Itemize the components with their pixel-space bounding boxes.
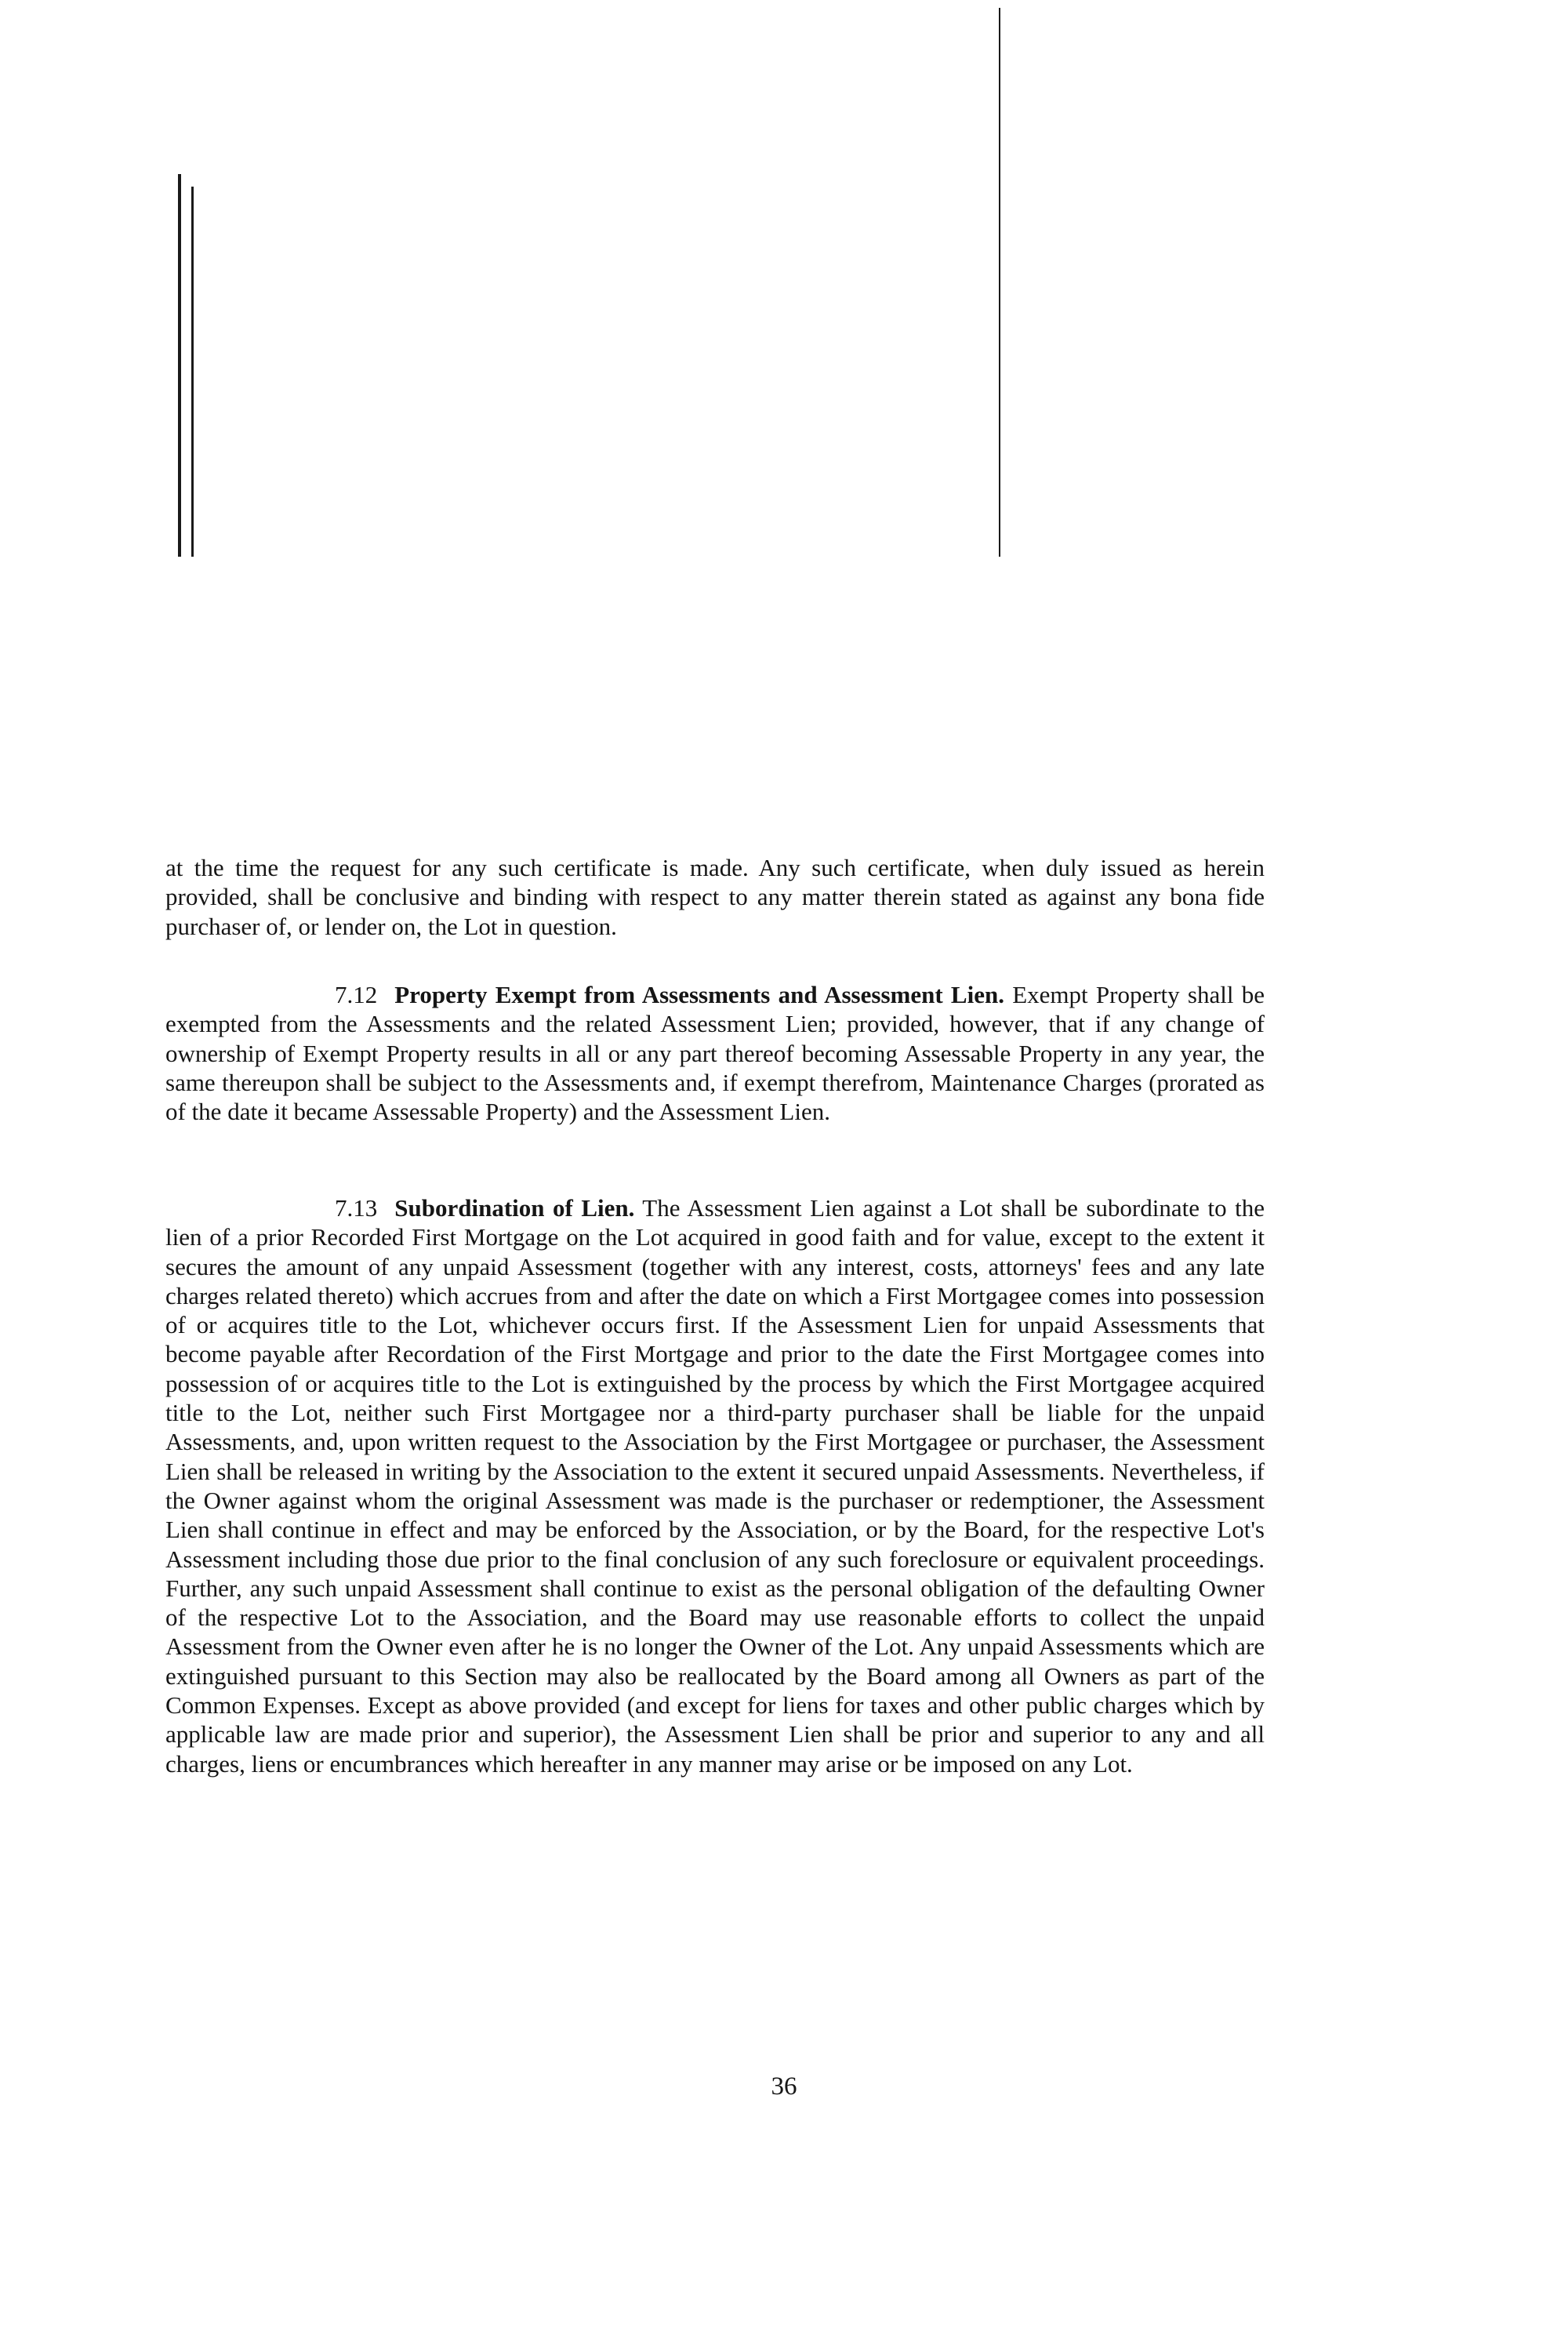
section-number: 7.13 [335, 1194, 378, 1222]
margin-rule-left-outer [178, 174, 181, 557]
section-7-13-paragraph [165, 1193, 1265, 1778]
page-number: 36 [771, 2072, 797, 2101]
section-body: Exempt Property shall be exempted from the Assessments and the related Assessment Lien; provided, however, that if any change of ownership of Exempt Property results in all or any part thereof becoming Assessable Property in any year, the same thereupon shall be subject to the Assessments and, if exempt therefrom, Maintenance Charges (prorated as of the date it became Assessable Property) and the Assessment Lien. [165, 981, 1265, 1126]
margin-rule-right [999, 8, 1000, 557]
section-title: Property Exempt from Assessments and Assessment Lien. [394, 981, 1004, 1008]
section-7-12-paragraph [165, 980, 1265, 1126]
continuation-paragraph: at the time the request for any such certificate is made. Any such certificate, when duly issued as herein provided, shall be conclusive and binding with respect to any matter therein stated as against any bona fide purchaser of, or lender on, the Lot in question. [165, 854, 1265, 940]
section-number: 7.12 [335, 981, 378, 1008]
section-title: Subordination of Lien. [394, 1194, 635, 1222]
margin-rule-left-inner [191, 187, 194, 557]
section-body: The Assessment Lien against a Lot shall be subordinate to the lien of a prior Recorded First Mortgage on the Lot acquired in good faith and for value, except to the extent it secures the amount of any unpaid Assessment (together with any interest, costs, attorneys' fees and any late charges related thereto) which accrues from and after the date on which a First Mortgagee comes into possession of or acquires title to the Lot, whichever occurs first. If the Assessment Lien for unpaid Assessments that become payable after Recordation of the First Mortgage and prior to the date the First Mortgagee comes into possession of or acquires title to the Lot is extinguished by the process by which the First Mortgagee acquired title to the Lot, neither such First Mortgagee nor a third-party purchaser shall be liable for the unpaid Assessments, and, upon written request to the Association by the First Mortgagee or purchaser, the Assessment Lien shall be released in writing by the Association to the extent it secured unpaid Assessments. Nevertheless, if the Owner against whom the original Assessment was made is the purchaser or redemptioner, the Assessment Lien shall continue in effect and may be enforced by the Association, or by the Board, for the respective Lot's Assessment including those due prior to the final conclusion of any such foreclosure or equivalent proceedings. Further, any such unpaid Assessment shall continue to exist as the personal obligation of the defaulting Owner of the respective Lot to the Association, and the Board may use reasonable efforts to collect the unpaid Assessment from the Owner even after he is no longer the Owner of the Lot. Any unpaid Assessments which are extinguished pursuant to this Section may also be reallocated by the Board among all Owners as part of the Common Expenses. Except as above provided (and except for liens for taxes and other public charges which by applicable law are made prior and superior), the Assessment Lien shall be prior and superior to any and all charges, liens or encumbrances which hereafter in any manner may arise or be imposed on any Lot. [165, 1194, 1265, 1778]
